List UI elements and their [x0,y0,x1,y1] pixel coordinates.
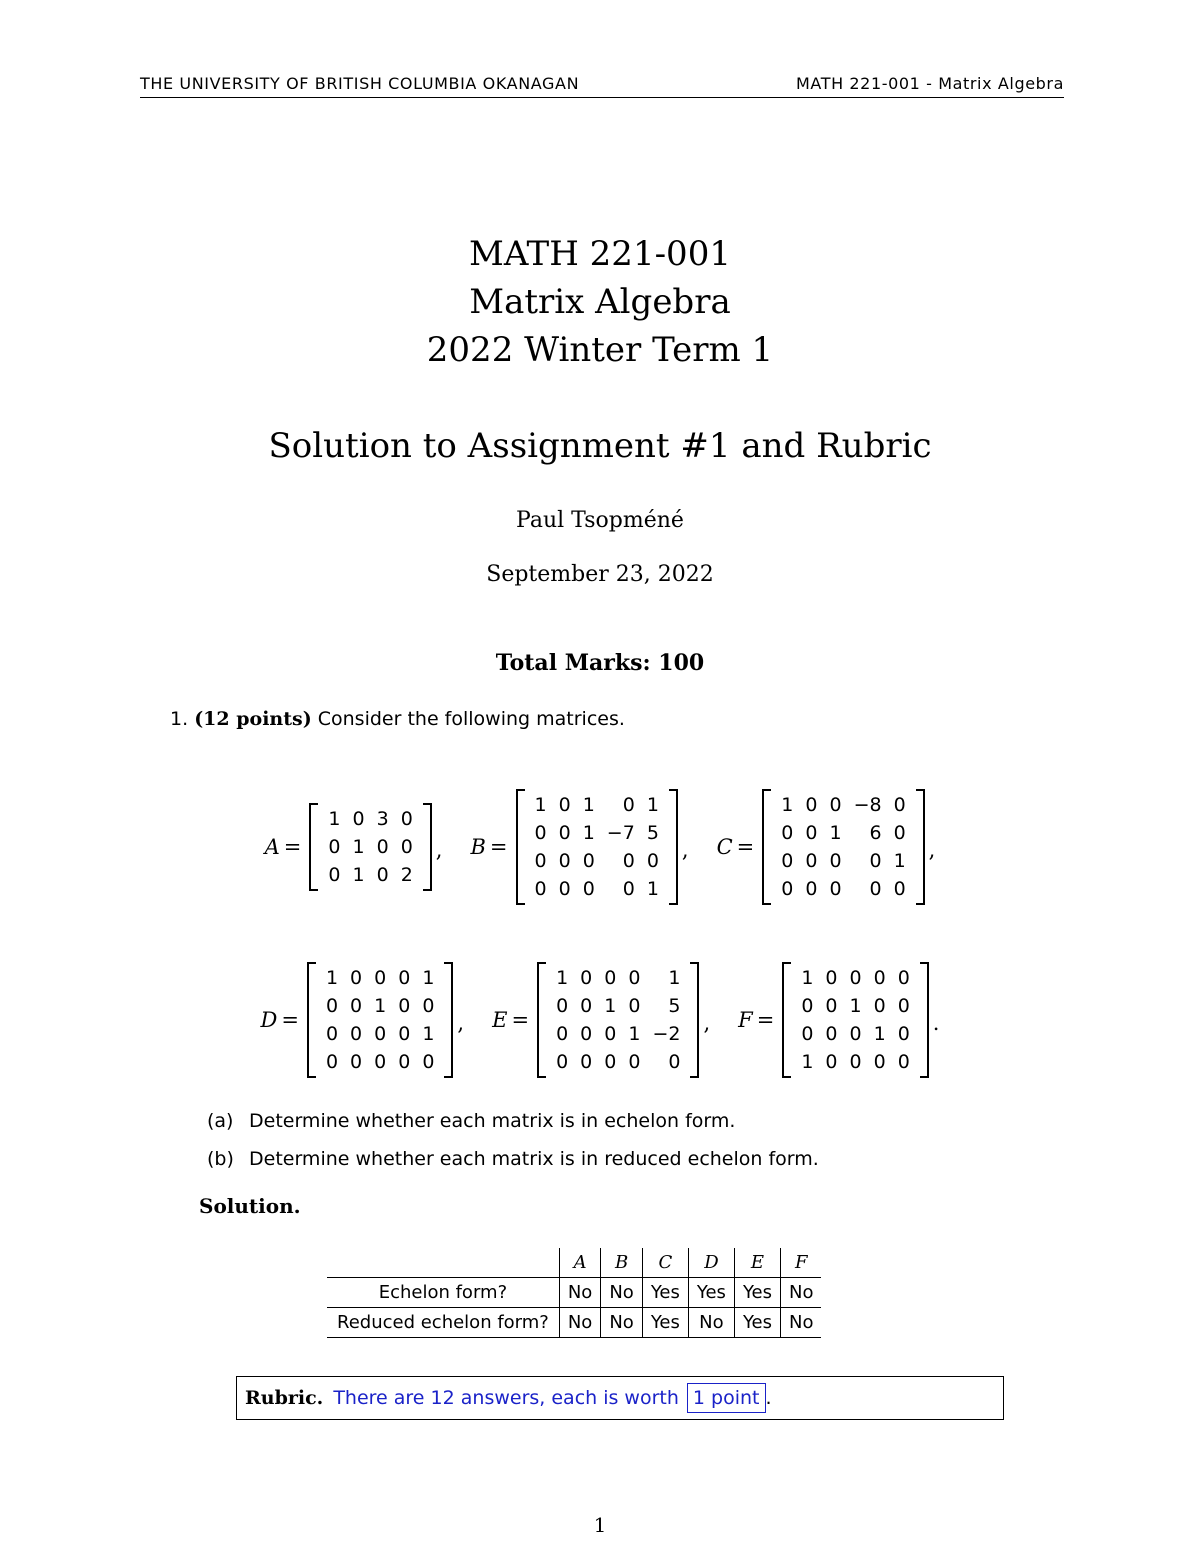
matrix-entry: 0 [376,864,389,886]
solution-heading: Solution. [199,1194,301,1218]
matrix-entry: 0 [829,878,842,900]
rubric-label: Rubric. [245,1387,324,1409]
matrix-entry: 0 [582,878,595,900]
matrix-entry: 0 [325,995,339,1017]
answer-cell: Yes [688,1278,734,1308]
matrix-entry: 0 [801,1023,814,1045]
left-bracket [307,962,316,1078]
matrix-entry: 0 [849,967,862,989]
answer-cell: Yes [642,1278,688,1308]
matrix-entry: 0 [801,995,814,1017]
answer-cell: Yes [642,1308,688,1338]
author: Paul Tsopméné [516,508,684,533]
header-course: MATH 221-001 - Matrix Algebra [796,74,1064,93]
answer-row-label: Echelon form? [327,1278,559,1308]
right-bracket [920,962,929,1078]
question-points: (12 points) [194,708,312,730]
matrix-entry: 0 [604,967,617,989]
matrix-entry: 1 [873,1023,886,1045]
course-term: 2022 Winter Term 1 [426,330,774,370]
matrix-entry: 0 [534,878,547,900]
matrix-f [738,962,939,1078]
matrix-entry: 0 [580,995,593,1017]
matrix-entry: 1 [628,1023,641,1045]
matrix-row [320,964,440,992]
course-code: MATH 221-001 [469,234,731,274]
matrix-entry: 0 [849,1023,862,1045]
matrix-entry: 0 [604,1051,617,1073]
matrix-name: D [260,1008,278,1032]
matrix-brackets [782,962,928,1078]
matrix-entry: 0 [376,836,389,858]
matrix-row [322,833,418,861]
matrix-separator: , [928,838,936,862]
answer-row [327,1308,821,1338]
matrix-entry: 0 [781,878,794,900]
rubric-points-box: 1 point [687,1383,766,1413]
matrix-entry: 0 [781,850,794,872]
matrix-entry: 0 [398,967,411,989]
left-bracket [516,789,525,905]
matrix-brackets [516,789,678,905]
matrix-entry: 0 [328,864,341,886]
matrix-entry: 0 [556,1051,569,1073]
header-university: THE UNIVERSITY OF BRITISH COLUMBIA OKANAGAN [140,74,580,93]
matrix-entry: 0 [400,808,413,830]
running-header [140,74,1064,98]
matrix-brackets [537,962,699,1078]
matrix-entry: −8 [853,794,882,816]
matrix-separator: , [703,1011,711,1035]
matrix-row [320,1048,440,1076]
answer-column-header: D [688,1248,734,1278]
equals-sign: = [756,1008,775,1032]
document-title: Solution to Assignment #1 and Rubric [268,426,932,466]
matrix-entries [775,791,911,903]
matrix-b [470,789,688,905]
matrix-entry: 1 [325,967,339,989]
matrix-entry: 1 [781,794,794,816]
matrix-row [795,1048,915,1076]
answer-column-header: F [781,1248,822,1278]
matrix-row [320,1020,440,1048]
part-b [207,1140,819,1178]
matrix-entry: 0 [558,878,571,900]
matrix-entry: 1 [374,995,387,1017]
matrix-row [775,791,911,819]
matrix-entry: 1 [668,967,681,989]
matrix-entry: 0 [829,850,842,872]
matrix-entry: 0 [668,1051,681,1073]
matrix-e [492,962,710,1078]
matrix-entry: 0 [628,967,641,989]
matrix-row [529,875,665,903]
matrix-entries [795,964,915,1076]
matrix-entry: 0 [604,1023,617,1045]
matrix-row [322,861,418,889]
answer-header-row [327,1248,821,1278]
matrix-entry: 1 [801,967,814,989]
right-bracket [444,962,453,1078]
matrix-entry: 0 [805,822,818,844]
equals-sign: = [736,835,755,859]
matrix-entry: 0 [805,878,818,900]
matrix-row-2 [0,963,1200,1077]
matrix-entry: 0 [422,1051,435,1073]
answer-cell: No [688,1308,734,1338]
answer-cell: No [559,1308,600,1338]
answer-cell: Yes [734,1278,780,1308]
equals-sign: = [489,835,508,859]
matrix-entry: 0 [398,995,411,1017]
matrix-entry: 0 [646,850,659,872]
matrix-entry: 0 [556,1023,569,1045]
matrix-entry: 0 [582,850,595,872]
matrix-c [717,789,936,905]
rubric-end: . [765,1387,772,1409]
matrix-entry: 0 [350,1023,363,1045]
part-b-text: Determine whether each matrix is in reduced echelon form. [249,1148,819,1170]
matrix-row [550,1020,686,1048]
matrix-entry: 0 [622,878,635,900]
matrix-entry: 0 [897,1023,910,1045]
matrix-entry: 1 [328,808,341,830]
matrix-entry: −2 [652,1023,681,1045]
answer-column-header: E [734,1248,780,1278]
question-number: 1. [170,708,189,730]
matrix-separator: , [457,1011,465,1035]
matrix-entry: 0 [849,1051,862,1073]
matrix-entry: 0 [805,850,818,872]
matrix-row [550,992,686,1020]
matrix-entry: 0 [869,850,882,872]
left-bracket [782,962,791,1078]
answer-cell: No [559,1278,600,1308]
matrix-name: E [492,1008,508,1032]
answer-corner [327,1248,559,1278]
matrix-entry: 0 [781,822,794,844]
rubric-box [236,1376,1004,1420]
matrix-entry: 0 [897,995,910,1017]
matrix-entry: 1 [582,822,595,844]
matrix-separator: , [681,838,689,862]
matrix-entry: 0 [558,794,571,816]
matrix-entry: 0 [374,1023,387,1045]
part-b-label: (b) [207,1148,234,1170]
matrix-entry: 0 [869,878,882,900]
answer-cell: No [781,1308,822,1338]
matrix-entry: 3 [376,808,389,830]
matrix-entry: 1 [352,836,365,858]
matrix-brackets [762,789,924,905]
left-bracket [762,789,771,905]
matrix-name: C [716,835,733,859]
answer-column-header: A [559,1248,600,1278]
question-1-prompt [170,708,625,730]
matrix-entry: 0 [350,1051,363,1073]
matrix-entry: 0 [628,995,641,1017]
matrix-row [795,1020,915,1048]
matrix-entry: 0 [893,794,906,816]
matrix-entry: 1 [646,794,659,816]
matrix-entry: 0 [534,850,547,872]
matrix-entry: 1 [534,794,547,816]
matrix-entry: 1 [604,995,617,1017]
matrix-entry: 1 [556,967,569,989]
matrix-entry: 0 [622,850,635,872]
matrix-entry: 5 [668,995,681,1017]
equals-sign: = [511,1008,530,1032]
matrix-entry: 2 [400,864,413,886]
matrix-entry: 1 [422,1023,435,1045]
matrix-row [795,992,915,1020]
rubric-text: There are 12 answers, each is worth [333,1387,679,1409]
matrix-entry: 0 [400,836,413,858]
answer-cell: No [601,1278,642,1308]
matrix-entry: 0 [422,995,435,1017]
matrix-entry: 1 [352,864,365,886]
matrix-name: B [470,835,486,859]
matrix-entry: 0 [825,967,838,989]
matrix-brackets [309,803,431,891]
matrix-entry: 0 [325,1051,339,1073]
matrix-row-1 [0,790,1200,904]
matrix-entry: 0 [873,1051,886,1073]
matrix-row [529,819,665,847]
matrix-entry: 0 [580,1023,593,1045]
matrix-entry: 1 [801,1051,814,1073]
right-bracket [669,789,678,905]
matrix-entry: 0 [350,995,363,1017]
matrix-entry: 0 [897,967,910,989]
answer-column-header: C [642,1248,688,1278]
left-bracket [537,962,546,1078]
matrix-entry: −7 [606,822,635,844]
matrix-row [775,819,911,847]
matrix-entry: 5 [646,822,659,844]
question-parts [207,1102,819,1178]
right-bracket [690,962,699,1078]
matrix-entry: 1 [646,878,659,900]
matrix-entry: 0 [325,1023,339,1045]
matrix-name: F [738,1008,753,1032]
matrix-entry: 0 [805,794,818,816]
matrix-entry: 0 [873,967,886,989]
matrix-row [322,805,418,833]
matrix-name: A [264,835,280,859]
matrix-entry: 0 [352,808,365,830]
matrix-row [795,964,915,992]
matrix-entry: 0 [825,1023,838,1045]
date: September 23, 2022 [486,562,714,587]
matrix-entry: 1 [849,995,862,1017]
answer-cell: No [601,1308,642,1338]
part-a-label: (a) [207,1110,234,1132]
matrix-entry: 0 [350,967,363,989]
matrix-row [529,847,665,875]
matrix-entry: 0 [534,822,547,844]
answer-cell: Yes [734,1308,780,1338]
course-subject: Matrix Algebra [469,282,731,322]
right-bracket [916,789,925,905]
matrix-entry: 0 [398,1023,411,1045]
matrix-entry: 0 [628,1051,641,1073]
matrix-brackets [307,962,453,1078]
matrix-entry: 0 [558,850,571,872]
left-bracket [309,803,318,891]
matrix-entry: 0 [897,1051,910,1073]
matrix-entry: 0 [829,794,842,816]
page-number: 1 [593,1513,607,1537]
matrix-entries [320,964,440,1076]
matrix-entry: 1 [582,794,595,816]
matrix-entry: 1 [893,850,906,872]
part-a [207,1102,819,1140]
matrix-entry: 0 [825,995,838,1017]
matrix-entry: 0 [893,822,906,844]
matrix-row [775,847,911,875]
right-bracket [423,803,432,891]
matrix-row [775,875,911,903]
total-marks: Total Marks: 100 [495,650,705,676]
answer-table [327,1248,821,1338]
matrix-row [320,992,440,1020]
answer-column-header: B [601,1248,642,1278]
equals-sign: = [283,835,302,859]
matrix-entry: 1 [829,822,842,844]
matrix-row [550,964,686,992]
matrix-entry: 0 [558,822,571,844]
part-a-text: Determine whether each matrix is in echelon form. [249,1110,736,1132]
matrix-entry: 0 [825,1051,838,1073]
matrix-entry: 0 [873,995,886,1017]
matrix-entry: 6 [869,822,882,844]
matrix-entry: 1 [422,967,435,989]
answer-row [327,1278,821,1308]
matrix-entries [529,791,665,903]
matrix-entry: 0 [374,967,387,989]
matrix-entry: 0 [893,878,906,900]
matrix-entry: 0 [580,967,593,989]
answer-row-label: Reduced echelon form? [327,1308,559,1338]
matrix-row [550,1048,686,1076]
matrix-a [265,803,443,891]
matrix-entries [322,805,418,889]
equals-sign: = [281,1008,299,1032]
matrix-entry: 0 [374,1051,387,1073]
matrix-separator: . [932,1011,940,1035]
matrix-row [529,791,665,819]
matrix-entries [550,964,686,1076]
question-text: Consider the following matrices. [317,708,625,730]
matrix-entry: 0 [622,794,635,816]
matrix-d [261,962,465,1078]
matrix-entry: 0 [580,1051,593,1073]
answer-cell: No [781,1278,822,1308]
title-block [0,230,1200,374]
matrix-entry: 0 [556,995,569,1017]
matrix-entry: 0 [328,836,341,858]
matrix-entry: 0 [398,1051,411,1073]
matrix-separator: , [435,838,443,862]
